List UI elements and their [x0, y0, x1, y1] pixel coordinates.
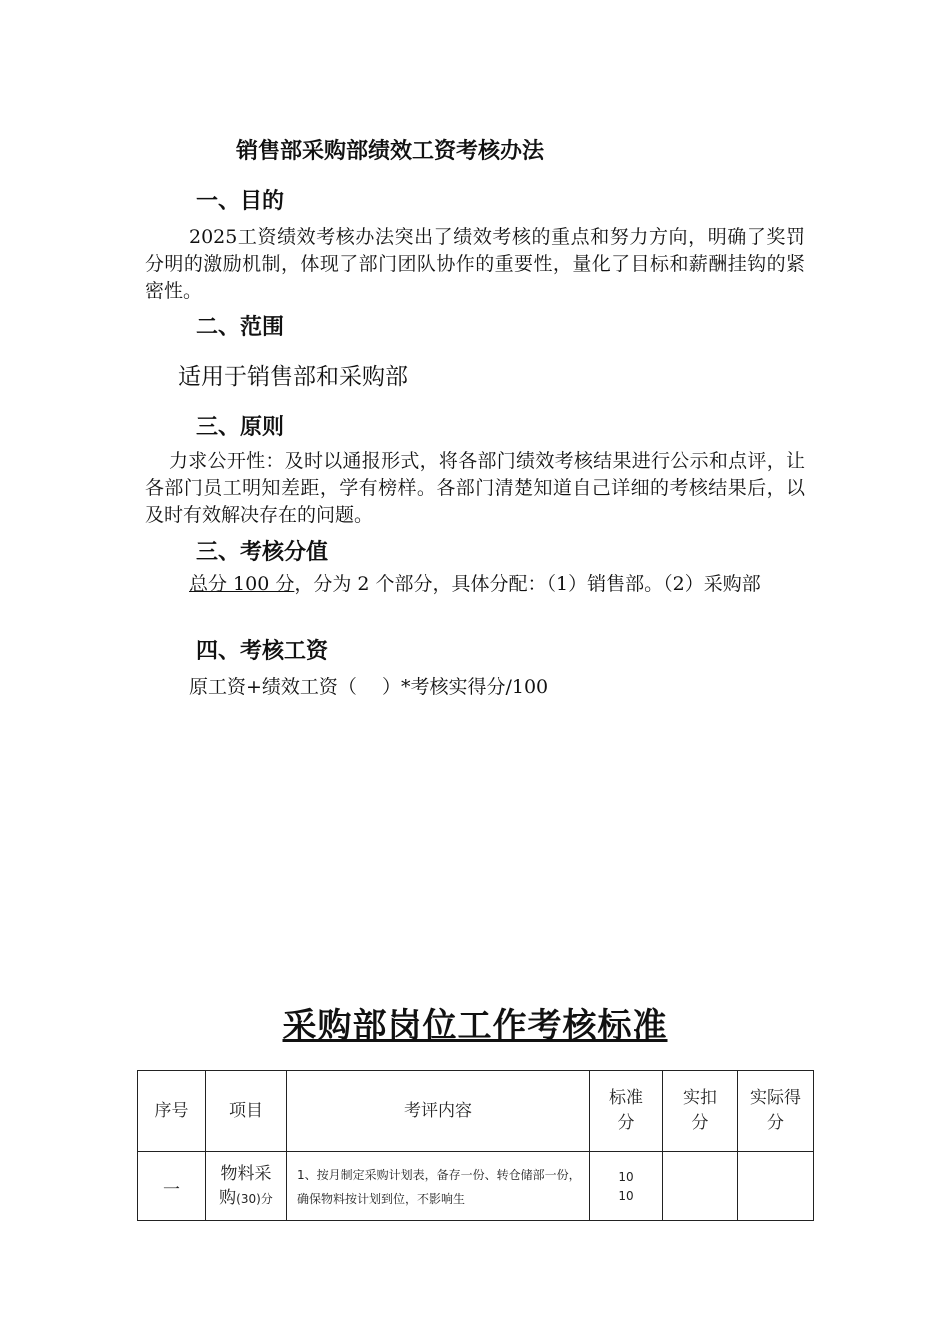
row-content: 1、按月制定采购计划表，备存一份、转仓储部一份，确保物料按计划到位，不影响生 — [287, 1152, 590, 1221]
row-number: 一 — [138, 1152, 206, 1221]
col-header-item: 项目 — [206, 1071, 287, 1152]
row-deduct-score — [663, 1152, 738, 1221]
col-header-actual-line1: 实际得 — [750, 1088, 801, 1108]
col-header-standard-line2: 分 — [617, 1113, 635, 1133]
row-item-line2: 购 — [219, 1187, 237, 1208]
section-wage-heading: 四、考核工资 — [196, 639, 329, 664]
col-header-deduct — [663, 1071, 738, 1152]
section-principle-heading: 三、原则 — [196, 415, 285, 440]
section-score-body — [145, 571, 805, 598]
row-item-score: (30)分 — [236, 1191, 273, 1206]
total-score-text: 总分 100 分 — [189, 573, 295, 595]
section-score-heading: 三、考核分值 — [196, 540, 329, 565]
score-distribution-text: ，分为 2 个部分，具体分配：（1）销售部。（2）采购部 — [294, 573, 761, 595]
standard-title: 采购部岗位工作考核标准 — [282, 1006, 668, 1046]
section-principle-body: 力求公开性：及时以通报形式，将各部门绩效考核结果进行公示和点评，让各部门员工明知差距，学有榜样。各部门清楚知道自己详细的考核结果后，以及时有效解决存在的问题。 — [145, 450, 805, 526]
col-header-deduct-line2: 分 — [691, 1113, 709, 1133]
row-standard-score — [590, 1152, 663, 1221]
col-header-deduct-line1: 实扣 — [683, 1088, 717, 1108]
row-actual-score — [738, 1152, 814, 1221]
assessment-table — [137, 1070, 814, 1221]
col-header-actual-line2: 分 — [767, 1113, 784, 1133]
document-title: 销售部采购部绩效工资考核办法 — [236, 138, 545, 164]
section-purpose-heading: 一、目的 — [196, 189, 285, 214]
section-scope-body: 适用于销售部和采购部 — [178, 364, 408, 390]
row-item — [206, 1152, 287, 1221]
col-header-standard — [590, 1071, 663, 1152]
table-header-row — [138, 1071, 814, 1152]
col-header-no: 序号 — [138, 1071, 206, 1152]
table-row — [138, 1152, 814, 1221]
col-header-standard-line1: 标准 — [609, 1088, 643, 1108]
section-wage-formula: 原工资+绩效工资（ ）*考核实得分/100 — [189, 676, 549, 698]
row-standard-score-2: 10 — [618, 1189, 634, 1203]
col-header-actual — [738, 1071, 814, 1152]
row-item-line1: 物料采 — [220, 1163, 272, 1184]
section-purpose-body: 2025工资绩效考核办法突出了绩效考核的重点和努力方向，明确了奖罚分明的激励机制，体现了部门团队协作的重要性，量化了目标和薪酬挂钩的紧密性。 — [145, 226, 805, 302]
section-scope-heading: 二、范围 — [196, 315, 285, 340]
row-standard-score-1: 10 — [618, 1170, 634, 1184]
col-header-content: 考评内容 — [287, 1071, 590, 1152]
